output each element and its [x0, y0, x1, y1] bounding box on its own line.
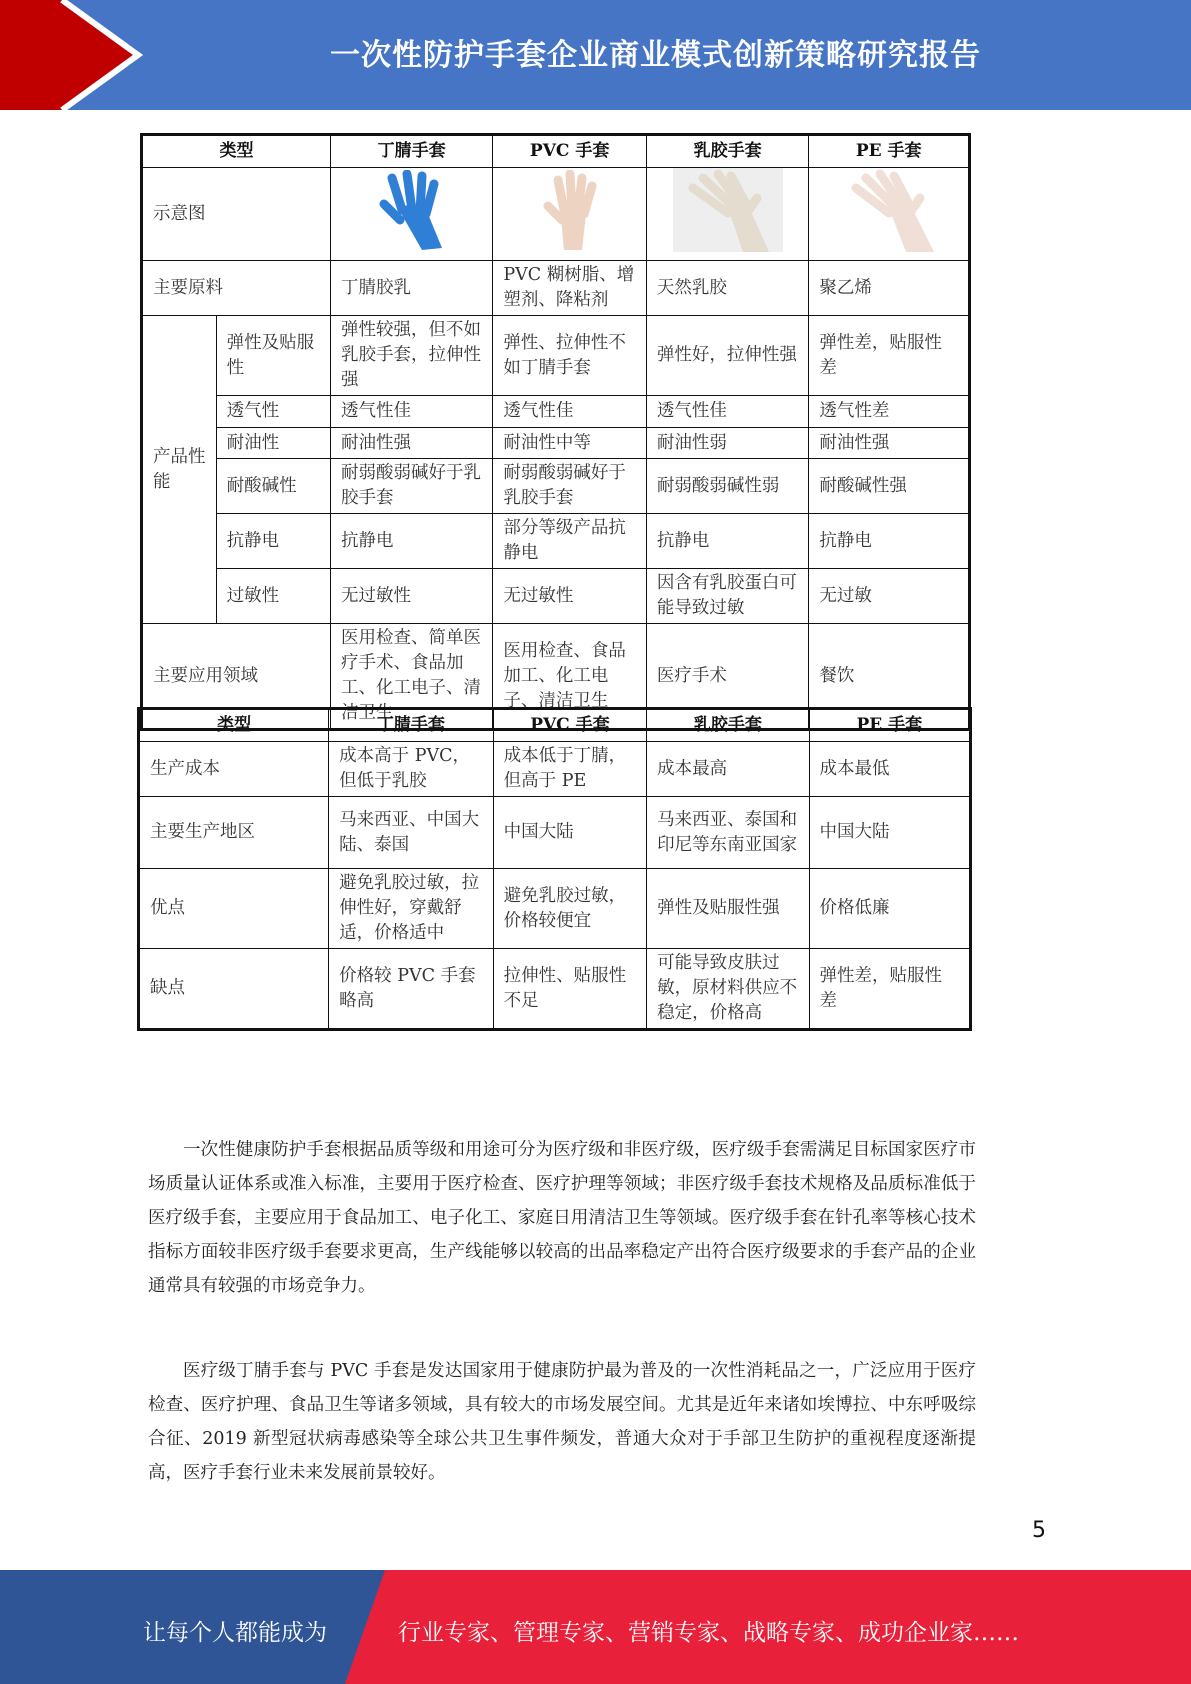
header-nitrile: 丁腈手套 — [330, 135, 492, 168]
cell: 无过敏性 — [493, 569, 647, 624]
cell: 可能导致皮肤过敏，原材料供应不稳定，价格高 — [647, 949, 809, 1030]
header-latex: 乳胶手套 — [647, 709, 809, 742]
cell: 透气性佳 — [493, 396, 647, 428]
cell: 避免乳胶过敏，拉伸性好，穿戴舒适，价格适中 — [329, 869, 494, 949]
cell: 价格低廉 — [809, 869, 970, 949]
cell: 透气性佳 — [646, 396, 809, 428]
cell: 成本低于丁腈，但高于 PE — [493, 742, 646, 797]
latex-glove-image — [646, 168, 809, 261]
cell: 医用检查、食品加工、化工电子、清洁卫生 — [493, 624, 647, 730]
cell: 耐油性强 — [809, 428, 970, 459]
cell: 马来西亚、泰国和印尼等东南亚国家 — [647, 797, 809, 869]
cell: 弹性、拉伸性不如丁腈手套 — [493, 316, 647, 396]
header-latex: 乳胶手套 — [646, 135, 809, 168]
cell: 透气性佳 — [330, 396, 492, 428]
report-title: 一次性防护手套企业商业模式创新策略研究报告 — [330, 38, 981, 73]
pvc-glove-image — [493, 168, 647, 261]
row-label: 耐油性 — [216, 428, 330, 459]
cell: 弹性好，拉伸性强 — [646, 316, 809, 396]
row-label: 耐酸碱性 — [216, 459, 330, 514]
cell: 耐油性中等 — [493, 428, 647, 459]
cell: 中国大陆 — [809, 797, 970, 869]
row-label: 生产成本 — [139, 742, 329, 797]
cell: 拉伸性、贴服性不足 — [493, 949, 646, 1030]
cell: 无过敏性 — [330, 569, 492, 624]
nitrile-glove-image — [330, 168, 492, 261]
header-type: 类型 — [142, 135, 331, 168]
page-footer — [0, 1570, 1191, 1684]
cell: 医疗手术 — [646, 624, 809, 730]
header-pe: PE 手套 — [809, 709, 970, 742]
row-label: 主要应用领域 — [142, 624, 331, 730]
cell: 抗静电 — [646, 514, 809, 569]
cell: 丁腈胶乳 — [330, 261, 492, 316]
cell: 部分等级产品抗静电 — [493, 514, 647, 569]
cell: 中国大陆 — [493, 797, 646, 869]
cell: 成本最高 — [647, 742, 809, 797]
body-paragraph: 一次性健康防护手套根据品质等级和用途可分为医疗级和非医疗级，医疗级手套需满足目标国家医疗市场质量认证体系或准入标准，主要用于医疗检查、医疗护理等领域；非医疗级手套技术规格及品质标准低于医疗级手套，主要应用于食品加工、电子化工、家庭日用清洁卫生等领域。医疗级手套在针孔率等核心技术指标方面较非医疗级手套要求更高，生产线能够以较高的出品率稳定产出符合医疗级要求的手套产品的企业通常具有较强的市场竞争力。 — [148, 1140, 976, 1296]
cell: 耐弱酸弱碱好于乳胶手套 — [330, 459, 492, 514]
glove-comparison-table-2 — [137, 707, 972, 1031]
row-label: 主要原料 — [142, 261, 331, 316]
cell: 抗静电 — [330, 514, 492, 569]
header-nitrile: 丁腈手套 — [329, 709, 494, 742]
page-number: 5 — [1032, 1518, 1046, 1543]
cell: 弹性差，贴服性差 — [809, 949, 970, 1030]
body-paragraph: 医疗级丁腈手套与 PVC 手套是发达国家用于健康防护最为普及的一次性消耗品之一，广泛应用于医疗检查、医疗护理、食品卫生等诸多领域，具有较大的市场发展空间。尤其是近年来诸如埃博拉、中东呼吸综合征、2019 新型冠状病毒感染等全球公共卫生事件频发，普通大众对于手部卫生防护的重视程度逐渐提高，医疗手套行业未来发展前景较好。 — [148, 1361, 976, 1483]
cell: 成本高于 PVC，但低于乳胶 — [329, 742, 494, 797]
row-group-label: 产品性能 — [142, 316, 217, 624]
row-label: 过敏性 — [216, 569, 330, 624]
cell: 耐弱酸弱碱性弱 — [646, 459, 809, 514]
row-label: 主要生产地区 — [139, 797, 329, 869]
cell: 抗静电 — [809, 514, 970, 569]
cell: 医用检查、简单医疗手术、食品加工、化工电子、清洁卫生 — [330, 624, 492, 730]
cell: 无过敏 — [809, 569, 970, 624]
cell: 透气性差 — [809, 396, 970, 428]
header-pvc: PVC 手套 — [493, 135, 647, 168]
footer-slogan-right: 行业专家、管理专家、营销专家、战略专家、成功企业家…… — [398, 1620, 1019, 1646]
header-pvc: PVC 手套 — [493, 709, 646, 742]
cell: 聚乙烯 — [809, 261, 970, 316]
cell: 弹性差，贴服性差 — [809, 316, 970, 396]
row-label: 抗静电 — [216, 514, 330, 569]
cell: 耐弱酸弱碱好于乳胶手套 — [493, 459, 647, 514]
cell: PVC 糊树脂、增塑剂、降粘剂 — [493, 261, 647, 316]
cell: 弹性较强，但不如乳胶手套，拉伸性强 — [330, 316, 492, 396]
cell: 避免乳胶过敏，价格较便宜 — [493, 869, 646, 949]
footer-slogan-left: 让每个人都能成为 — [143, 1620, 327, 1646]
cell: 价格较 PVC 手套略高 — [329, 949, 494, 1030]
cell: 成本最低 — [809, 742, 970, 797]
cell: 弹性及贴服性强 — [647, 869, 809, 949]
cell: 因含有乳胶蛋白可能导致过敏 — [646, 569, 809, 624]
cell: 马来西亚、中国大陆、泰国 — [329, 797, 494, 869]
cell: 耐油性强 — [330, 428, 492, 459]
row-label: 示意图 — [142, 168, 331, 261]
glove-comparison-table-1 — [140, 133, 971, 731]
cell: 餐饮 — [809, 624, 970, 730]
cell: 耐油性弱 — [646, 428, 809, 459]
pe-glove-image — [809, 168, 970, 261]
row-label: 透气性 — [216, 396, 330, 428]
header-pe: PE 手套 — [809, 135, 970, 168]
cell: 耐酸碱性强 — [809, 459, 970, 514]
cell: 天然乳胶 — [646, 261, 809, 316]
row-label: 弹性及贴服性 — [216, 316, 330, 396]
page-header — [0, 0, 1191, 110]
red-chevron-decoration — [0, 0, 200, 110]
row-label: 缺点 — [139, 949, 329, 1030]
row-label: 优点 — [139, 869, 329, 949]
header-type: 类型 — [139, 709, 329, 742]
